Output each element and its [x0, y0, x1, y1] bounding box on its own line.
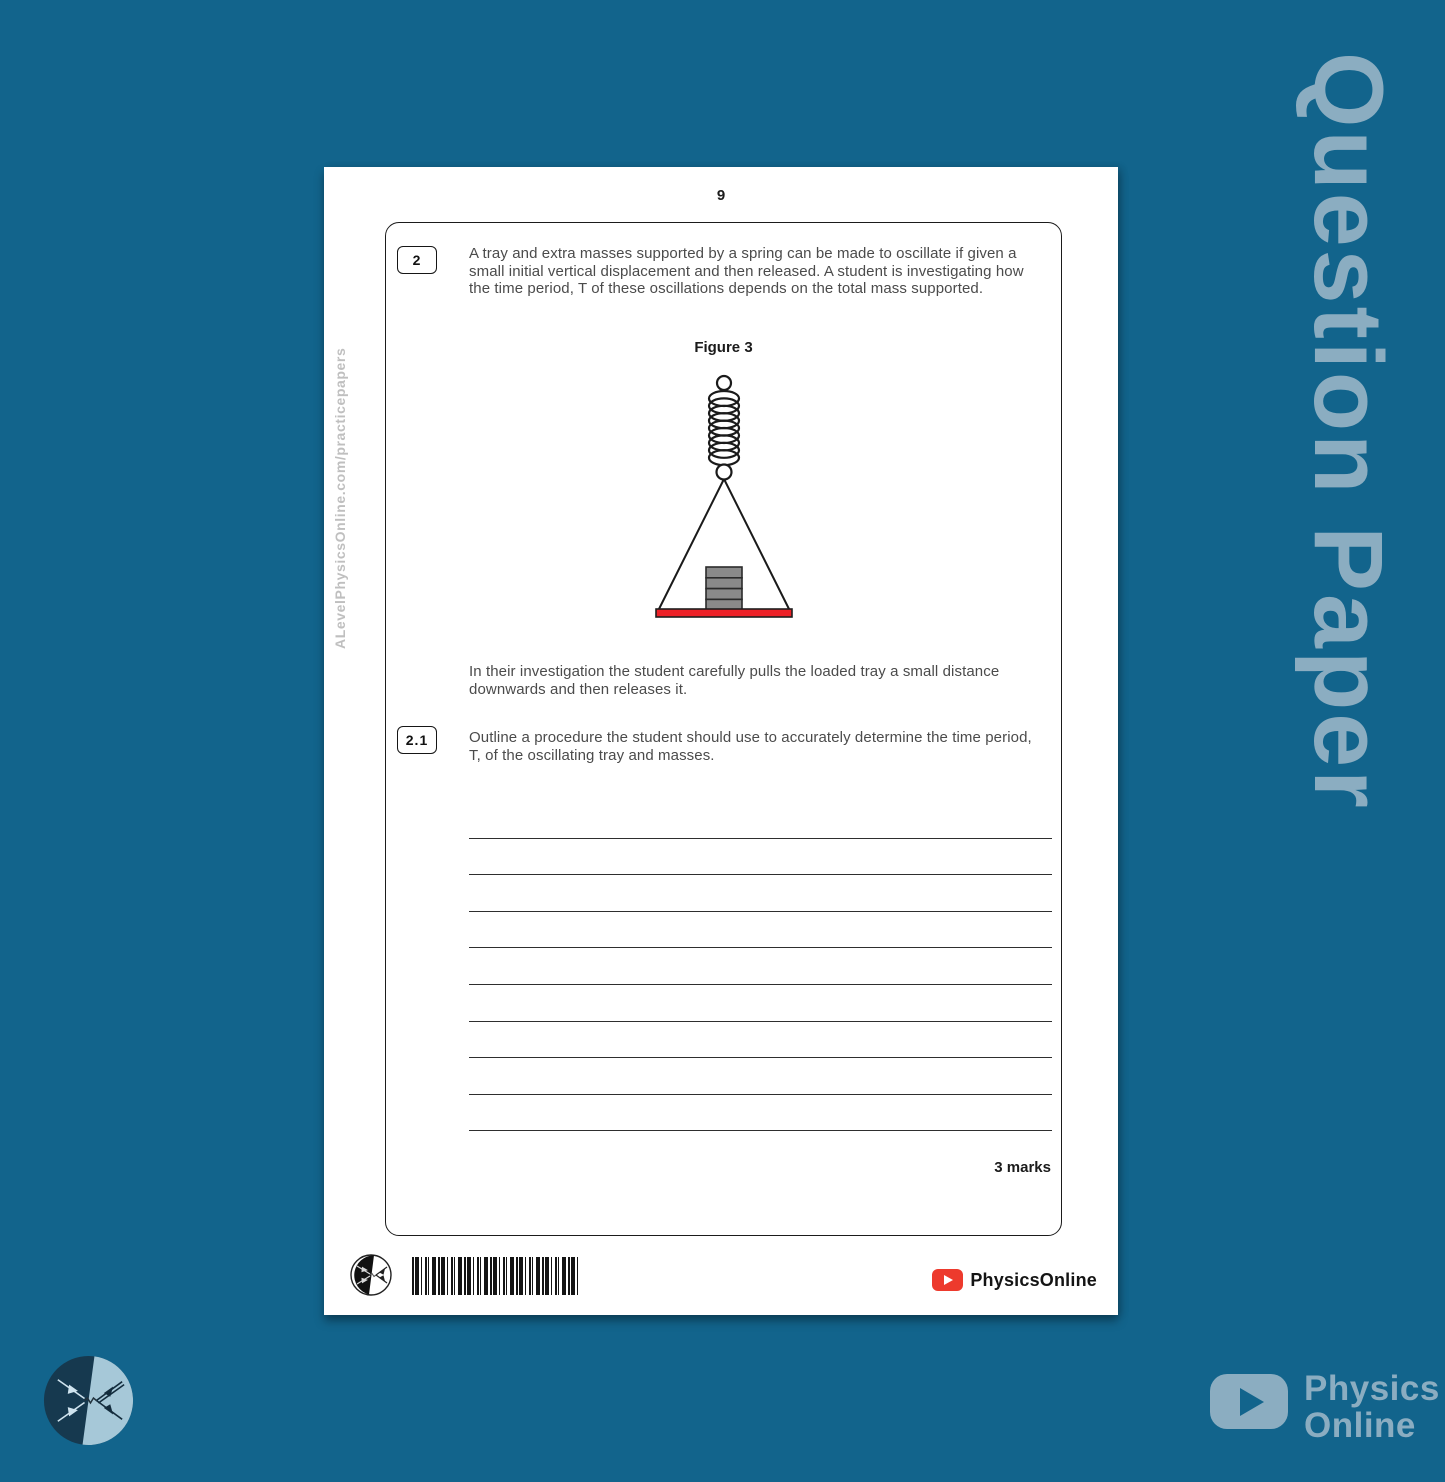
sub-question-number: 2.1 — [405, 732, 429, 748]
physics-online-footer-logo — [349, 1253, 393, 1297]
answer-line — [469, 802, 1052, 839]
spring-coils — [709, 391, 739, 465]
question-frame — [385, 222, 1062, 1236]
feynman-logo-icon — [349, 1253, 393, 1297]
question-paper-watermark: Question Paper — [1294, 52, 1403, 811]
sub-question-number-box — [397, 726, 437, 754]
answer-line — [469, 839, 1052, 876]
spring-top-ring — [717, 376, 731, 390]
answer-line — [469, 985, 1052, 1022]
answer-line — [469, 875, 1052, 912]
question-number: 2 — [412, 252, 422, 268]
spring-tray-diagram — [654, 373, 794, 619]
footer-brand — [932, 1268, 1097, 1292]
physics-online-corner-logo — [41, 1353, 136, 1448]
figure-3-diagram — [654, 373, 794, 619]
answer-line — [469, 1022, 1052, 1059]
answer-line — [469, 1095, 1052, 1132]
red-tray — [656, 609, 792, 617]
footer-brand-text: PhysicsOnline — [970, 1269, 1097, 1290]
barcode — [412, 1257, 580, 1295]
figure-label: Figure 3 — [694, 339, 753, 356]
stacked-masses — [706, 567, 742, 610]
youtube-play-badge-icon — [1210, 1374, 1288, 1429]
answer-line — [469, 948, 1052, 985]
question-number-box — [397, 246, 437, 274]
corner-brand-line1: Physics — [1304, 1369, 1440, 1408]
question-note-text: In their investigation the student carefully pulls the loaded tray a small distance downwards and then releases it. — [469, 663, 1000, 698]
spring-bottom-ring — [717, 465, 732, 480]
question-intro-text: A tray and extra masses supported by a spring can be made to oscillate if given a small initial vertical displacement and then released. A student is investigating how the time period, T of these oscillations depends on the total mass supported. — [469, 245, 1024, 298]
youtube-icon — [932, 1269, 963, 1291]
corner-brand — [1210, 1369, 1440, 1445]
page-number: 9 — [716, 187, 726, 204]
answer-line — [469, 1058, 1052, 1095]
answer-lines — [469, 802, 1052, 1131]
marks-label: 3 marks — [994, 1159, 1051, 1176]
sub-question-text: Outline a procedure the student should use to accurately determine the time period, T, of the oscillating tray and masses. — [469, 729, 1032, 764]
site-url-side-label: ALevelPhysicsOnline.com/practicepapers — [332, 347, 348, 649]
answer-line — [469, 912, 1052, 949]
feynman-logo-large-icon — [41, 1353, 136, 1448]
corner-brand-line2: Online — [1304, 1406, 1416, 1445]
exam-page — [324, 167, 1118, 1315]
corner-brand-text — [1304, 1370, 1440, 1444]
